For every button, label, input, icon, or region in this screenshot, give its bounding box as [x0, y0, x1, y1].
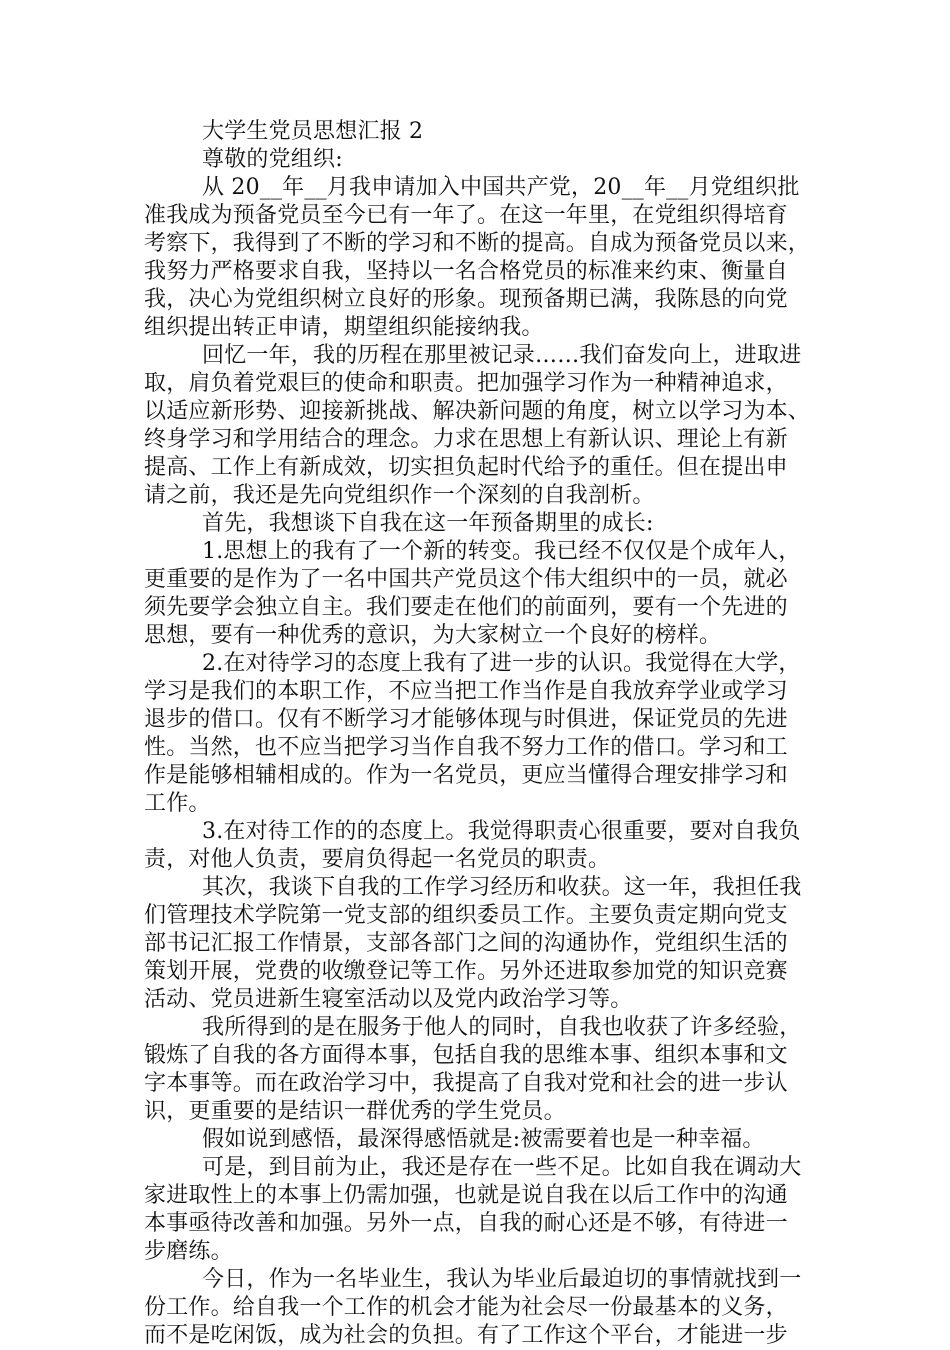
- paragraph-line: 部书记汇报工作情景，支部各部门之间的沟通协作，党组织生活的: [144, 931, 788, 956]
- paragraph-line: 假如说到感悟，最深得感悟就是:被需要着也是一种幸福。: [202, 1127, 765, 1152]
- paragraph-line: 2.在对待学习的态度上我有了进一步的认识。我觉得在大学，: [202, 651, 801, 676]
- paragraph-line: 3.在对待工作的的态度上。我觉得职责心很重要，要对自我负: [202, 819, 801, 844]
- paragraph-line: 学习是我们的本职工作，不应当把工作当作是自我放弃学业或学习: [144, 679, 788, 704]
- paragraph-line: 性。当然，也不应当把学习当作自我不努力工作的借口。学习和工: [144, 735, 788, 760]
- paragraph-line: 而不是吃闲饭，成为社会的负担。有了工作这个平台，才能进一步: [144, 1323, 788, 1348]
- paragraph-line: 们管理技术学院第一党支部的组织委员工作。主要负责定期向党支: [144, 903, 788, 928]
- paragraph-line: 从 20__年__月我申请加入中国共产党，20__年__月党组织批: [202, 175, 800, 200]
- paragraph-line: 首先，我想谈下自我在这一年预备期里的成长:: [202, 511, 654, 536]
- paragraph-line: 取，肩负着党艰巨的使命和职责。把加强学习作为一种精神追求，: [144, 371, 788, 396]
- paragraph: [144, 1154, 804, 1266]
- paragraph: [144, 1266, 804, 1350]
- paragraph-line: 以适应新形势、迎接新挑战、解决新问题的角度，树立以学习为本、: [144, 399, 811, 424]
- paragraph: [144, 874, 804, 1014]
- paragraph-line: 家进取性上的本事上仍需加强，也就是说自我在以后工作中的沟通: [144, 1183, 788, 1208]
- paragraph-line: 份工作。给自我一个工作的机会才能为社会尽一份最基本的义务，: [144, 1295, 788, 1320]
- paragraph-line: 准我成为预备党员至今已有一年了。在这一年里，在党组织得培育: [144, 203, 788, 228]
- paragraph-line: 我所得到的是在服务于他人的同时，自我也收获了许多经验，: [202, 1015, 802, 1040]
- paragraph-line: 终身学习和学用结合的理念。力求在思想上有新认识、理论上有新: [144, 427, 788, 452]
- paragraph-line: 退步的借口。仅有不断学习才能够体现与时俱进，保证党员的先进: [144, 707, 788, 732]
- paragraph: [144, 1126, 804, 1154]
- paragraph-line: 我，决心为党组织树立良好的形象。现预备期已满，我陈恳的向党: [144, 287, 788, 312]
- document-page: [144, 118, 811, 1350]
- document-body: [144, 174, 811, 1350]
- paragraph-line: 字本事等。而在政治学习中，我提高了自我对党和社会的进一步认: [144, 1071, 788, 1096]
- paragraph: [144, 818, 804, 874]
- paragraph-line: 策划开展，党费的收缴登记等工作。另外还进取参加党的知识竞赛: [144, 959, 788, 984]
- paragraph-line: 组织提出转正申请，期望组织能接纳我。: [144, 315, 544, 340]
- paragraph: [144, 650, 804, 818]
- paragraph-line: 我努力严格要求自我，坚持以一名合格党员的标准来约束、衡量自: [144, 259, 788, 284]
- paragraph-line: 步磨练。: [144, 1239, 233, 1264]
- paragraph: [144, 342, 811, 510]
- paragraph: [144, 538, 804, 650]
- paragraph-line: 工作。: [144, 791, 211, 816]
- paragraph-line: 回忆一年，我的历程在那里被记录……我们奋发向上，进取进: [202, 343, 802, 368]
- paragraph-line: 作是能够相辅相成的。作为一名党员，更应当懂得合理安排学习和: [144, 763, 788, 788]
- document-title: 大学生党员思想汇报 2: [202, 119, 424, 144]
- paragraph-line: 今日，作为一名毕业生，我认为毕业后最迫切的事情就找到一: [202, 1267, 802, 1292]
- paragraph-line: 提高、工作上有新成效，切实担负起时代给予的重任。但在提出申: [144, 455, 788, 480]
- paragraph: [144, 1014, 804, 1126]
- paragraph-line: 识，更重要的是结识一群优秀的学生党员。: [144, 1099, 566, 1124]
- paragraph-line: 更重要的是作为了一名中国共产党员这个伟大组织中的一员，就必: [144, 567, 788, 592]
- paragraph-line: 可是，到目前为止，我还是存在一些不足。比如自我在调动大: [202, 1155, 802, 1180]
- paragraph-line: 考察下，我得到了不断的学习和不断的提高。自成为预备党员以来，: [144, 231, 811, 256]
- paragraph-line: 责，对他人负责，要肩负得起一名党员的职责。: [144, 847, 611, 872]
- paragraph-line: 本事亟待改善和加强。另外一点，自我的耐心还是不够，有待进一: [144, 1211, 788, 1236]
- paragraph-line: 锻炼了自我的各方面得本事，包括自我的思维本事、组织本事和文: [144, 1043, 788, 1068]
- paragraph-line: 其次，我谈下自我的工作学习经历和收获。这一年，我担任我: [202, 875, 802, 900]
- paragraph: [144, 510, 804, 538]
- paragraph: [144, 174, 811, 342]
- salutation: 尊敬的党组织:: [202, 147, 343, 172]
- paragraph-line: 活动、党员进新生寝室活动以及党内政治学习等。: [144, 987, 633, 1012]
- paragraph-line: 请之前，我还是先向党组织作一个深刻的自我剖析。: [144, 483, 655, 508]
- paragraph-line: 思想，要有一种优秀的意识，为大家树立一个良好的榜样。: [144, 623, 722, 648]
- paragraph-line: 须先要学会独立自主。我们要走在他们的前面列，要有一个先进的: [144, 595, 788, 620]
- paragraph-line: 1.思想上的我有了一个新的转变。我已经不仅仅是个成年人，: [202, 539, 801, 564]
